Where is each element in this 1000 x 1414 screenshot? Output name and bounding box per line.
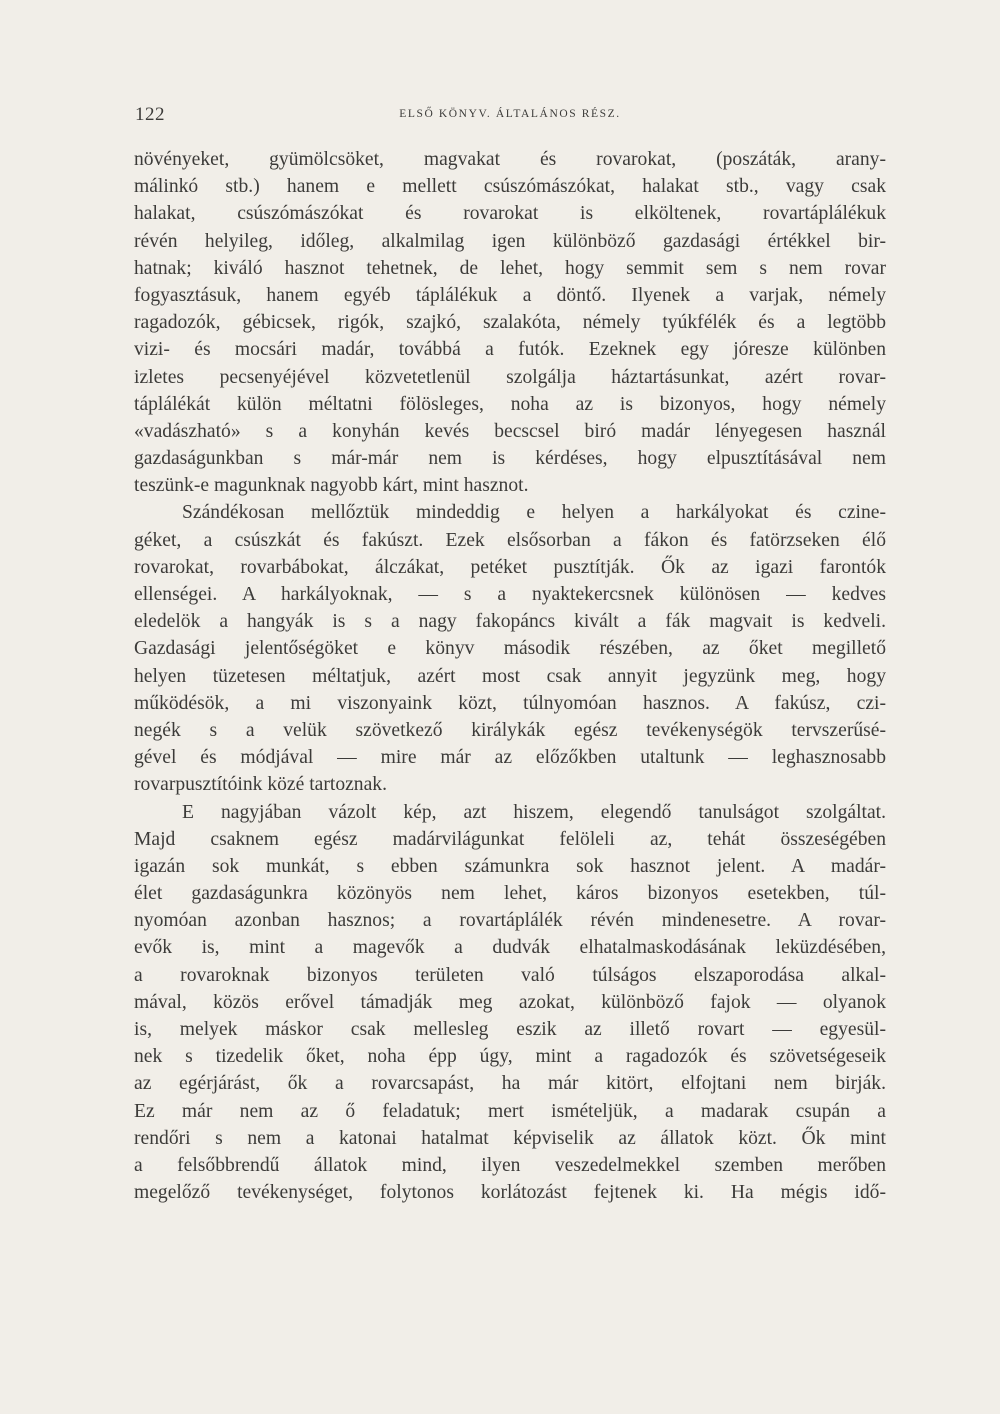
text-line: nek s tizedelik őket, noha épp úgy, mint a ragadozók és szövetségeseik: [134, 1046, 886, 1068]
text-line: fogyasztásuk, hanem egyéb táplálékuk a döntő. Ilyenek a varjak, némely: [134, 284, 886, 306]
text-line: vizi- és mocsári madár, továbbá a futók. Ezeknek egy jóresze különben: [134, 339, 886, 361]
text-line: izletes pecsenyéjével közvetetlenül szolgálja háztartásunkat, azért rovar-: [134, 366, 886, 388]
text-line: eledelök a hangyák is s a nagy fakopáncs kivált a fák magvait is kedveli.: [134, 611, 886, 633]
text-line: rendőri s nem a katonai hatalmat képviselik az állatok közt. Ők mint: [134, 1127, 886, 1149]
text-line: a rovaroknak bizonyos területen való túlságos elszaporodása alkal-: [134, 964, 886, 986]
text-line: géket, a csúszkát és fakúszt. Ezek elsősorban a fákon és fatörzseken élő: [134, 529, 886, 551]
text-line: táplálékát külön méltatni fölösleges, noha az is bizonyos, hogy némely: [134, 393, 886, 415]
text-line: gével és módjával — mire már az előzőkben utaltunk — leghasznosabb: [134, 747, 886, 769]
text-line: mával, közös erővel támadják meg azokat, különböző fajok — olyanok: [134, 991, 886, 1013]
text-line: az egérjárást, ők a rovarcsapást, ha már kitört, elfojtani nem birják.: [134, 1073, 886, 1095]
text-line: halakat, csúszómászókat és rovarokat is elköltenek, rovartáplálékuk: [134, 203, 886, 225]
text-line: negék s a velük szövetkező királykák egész tevékenységök tervszerűsé-: [134, 719, 886, 741]
text-line: «vadászható» s a konyhán kevés becscsel biró madár lényegesen használ: [134, 420, 886, 442]
text-line: élet gazdaságunkra közönyös nem lehet, káros bizonyos esetekben, túl-: [134, 883, 886, 905]
text-line: Szándékosan mellőztük mindeddig e helyen a harkályokat és czine-: [182, 502, 886, 524]
text-line: gazdaságunkban s már-már nem is kérdéses, hogy elpusztításával nem: [134, 448, 886, 470]
text-line: E nagyjában vázolt kép, azt hiszem, elegendő tanulságot szolgáltat.: [182, 801, 886, 823]
text-line: Ez már nem az ő feladatuk; mert ismételjük, a madarak csupán a: [134, 1100, 886, 1122]
page-number: 122: [135, 104, 165, 125]
text-line: a felsőbbrendű állatok mind, ilyen veszedelmekkel szemben merőben: [134, 1154, 886, 1176]
text-line: működésök, a mi viszonyaink közt, túlnyomóan hasznos. A fakúsz, czi-: [134, 692, 886, 714]
body-text: [134, 146, 886, 1206]
text-line: ellenségei. A harkályoknak, — s a nyaktekercsnek különösen — kedves: [134, 584, 886, 605]
text-line: rovarokat, rovarbábokat, álczákat, petéket pusztítják. Ők az igazi farontók: [134, 556, 886, 578]
text-line: révén helyileg, időleg, alkalmilag igen különböző gazdasági értékkel bir-: [134, 230, 886, 252]
text-line: Gazdasági jelentőségöket e könyv második részében, az őket megillető: [134, 638, 886, 660]
text-line: nyomóan azonban hasznos; a rovartáplálék révén mindenesetre. A rovar-: [134, 910, 886, 932]
text-line: rovarpusztítóink közé tartoznak.: [134, 774, 387, 796]
text-line: igazán sok munkát, s ebben számunkra sok hasznot jelent. A madár-: [134, 855, 886, 877]
text-line: növényeket, gyümölcsöket, magvakat és rovarokat, (poszáták, arany-: [134, 149, 886, 170]
running-head: ELSŐ KÖNYV. ÁLTALÁNOS RÉSZ.: [399, 108, 621, 120]
text-line: teszünk-e magunknak nagyobb kárt, mint hasznot.: [134, 475, 529, 497]
text-line: hatnak; kiváló hasznot tehetnek, de lehet, hogy semmit sem s nem rovar: [134, 257, 886, 279]
text-line: is, melyek máskor csak mellesleg eszik az illető rovart — egyesül-: [134, 1019, 886, 1040]
text-line: Majd csaknem egész madárvilágunkat felöleli az, tehát összeségében: [134, 828, 886, 850]
text-line: ragadozók, gébicsek, rigók, szajkó, szalakóta, némely tyúkfélék és a legtöbb: [134, 312, 886, 334]
text-line: helyen tüzetesen méltatjuk, azért most csak annyit jegyzünk meg, hogy: [134, 665, 886, 687]
text-line: evők is, mint a magevők a dudvák elhatalmaskodásának leküzdésében,: [134, 937, 886, 959]
text-line: málinkó stb.) hanem e mellett csúszómászókat, halakat stb., vagy csak: [134, 176, 886, 198]
text-line: megelőző tevékenységet, folytonos korlátozást fejtenek ki. Ha mégis idő-: [134, 1182, 886, 1204]
page-header: [135, 104, 885, 130]
